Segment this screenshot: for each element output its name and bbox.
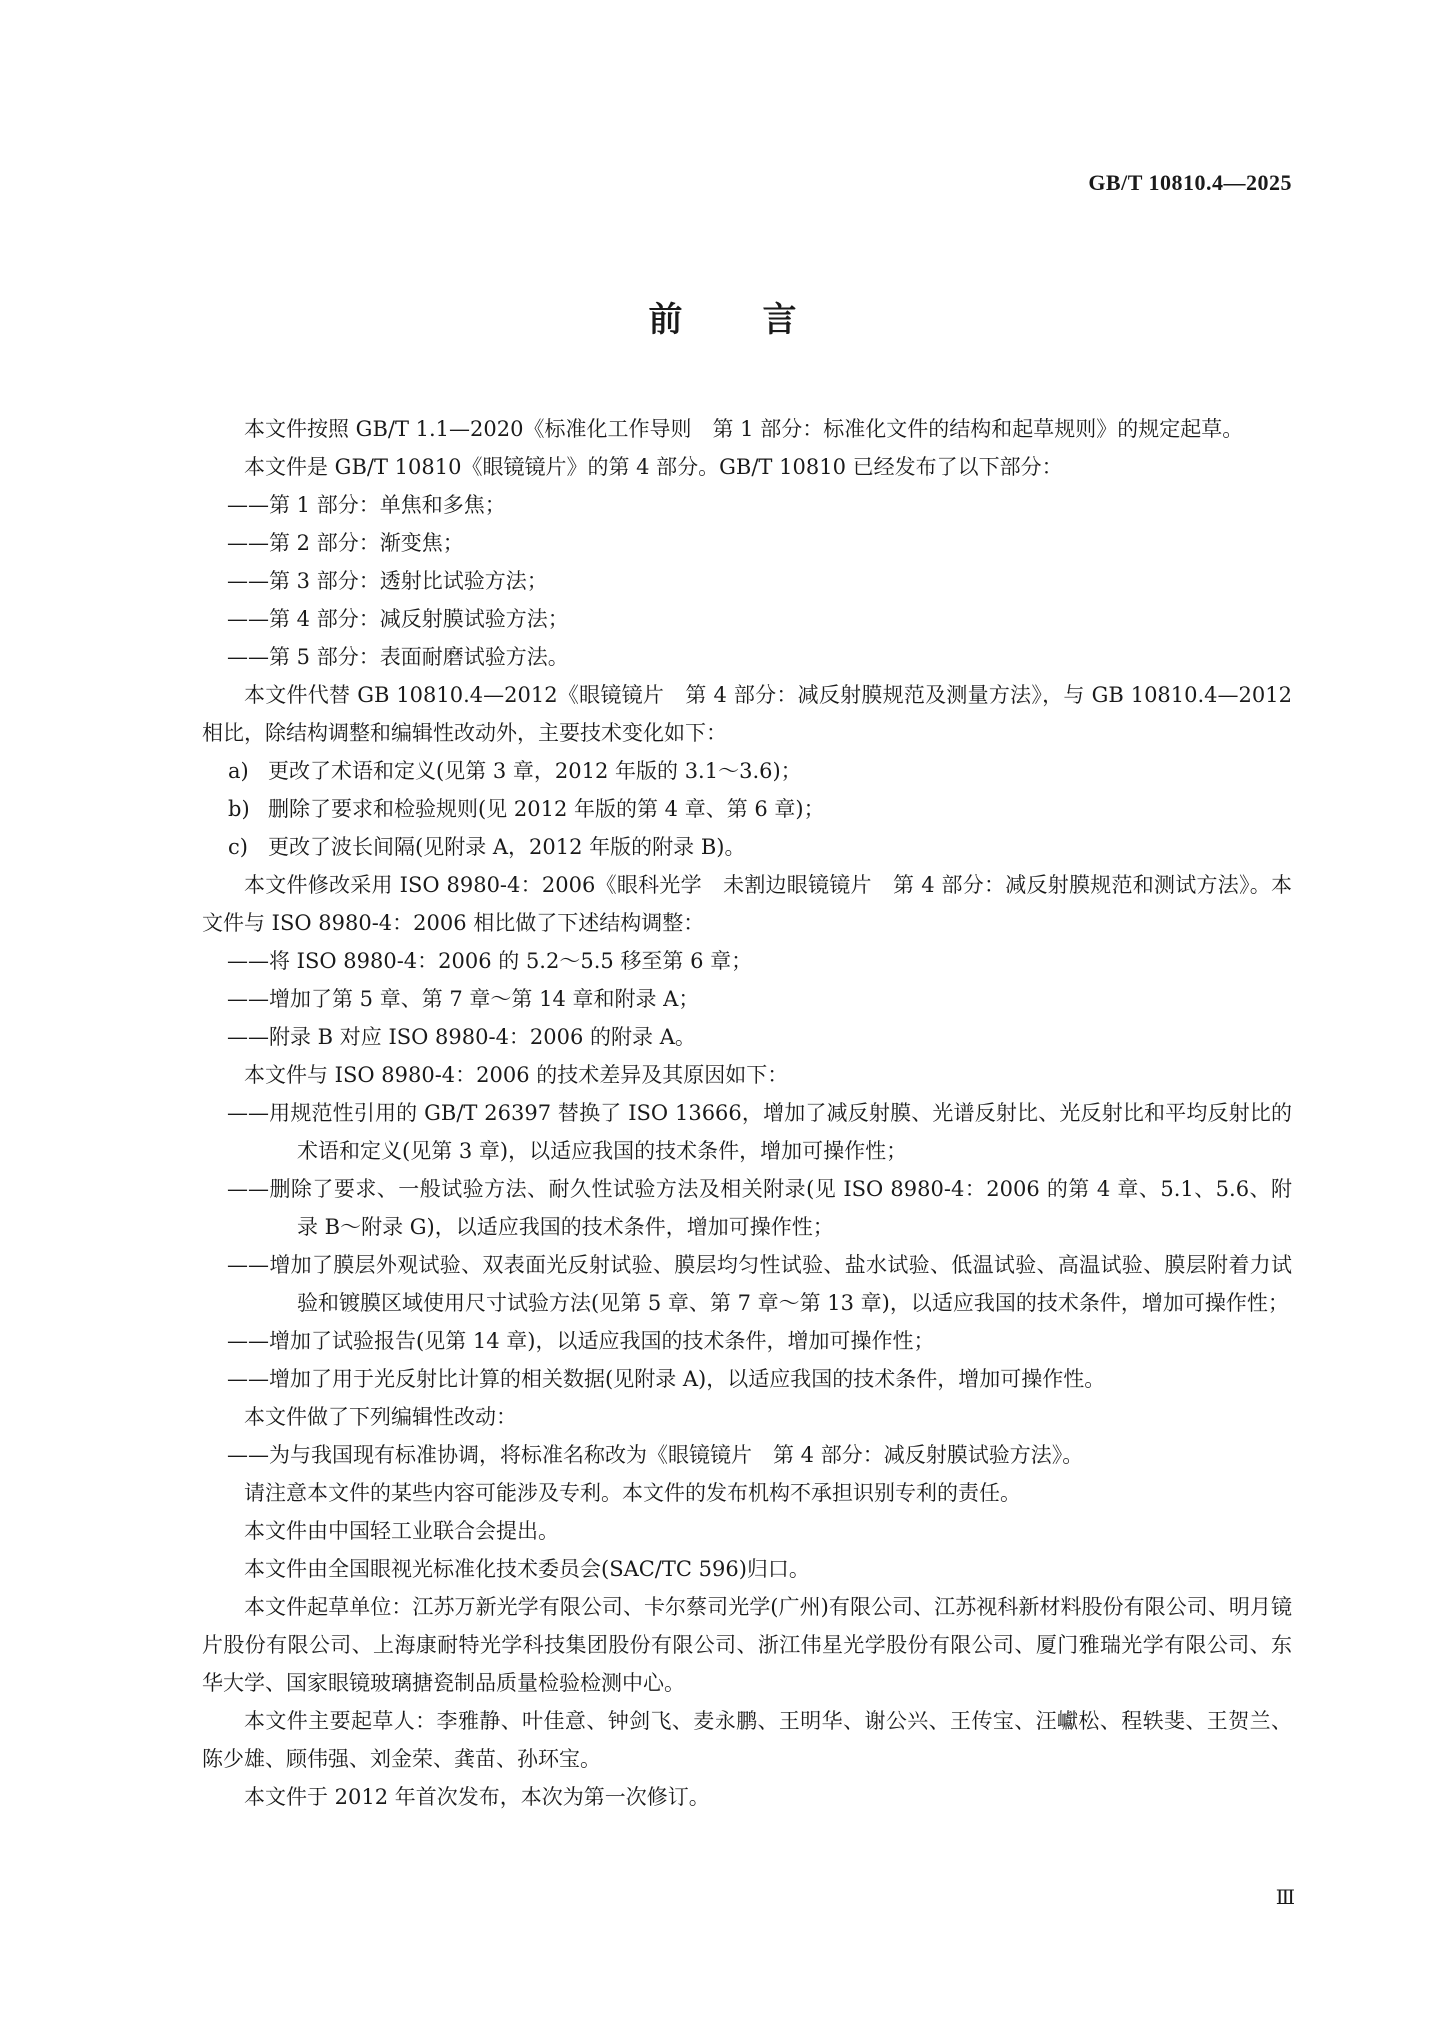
dash-list-item: ——用规范性引用的 GB/T 26397 替换了 ISO 13666，增加了减反射膜、光谱反射比、光反射比和平均反射比的术语和定义(见第 3 章)，以适应我国的技术条件，增加可操作性； [227, 1101, 1292, 1163]
page-number: Ⅲ [1275, 1887, 1295, 1909]
list-item [202, 828, 1292, 866]
dash-list-item: ——第 3 部分：透射比试验方法； [227, 569, 548, 593]
paragraph: 本文件主要起草人：李雅静、叶佳意、钟剑飞、麦永鹏、王明华、谢公兴、王传宝、汪巘松、程轶斐、王贺兰、陈少雄、顾伟强、刘金荣、龚苗、孙环宝。 [202, 1709, 1292, 1771]
dash-list-item: ——第 4 部分：减反射膜试验方法； [227, 607, 569, 631]
dash-list-item: ——增加了第 5 章、第 7 章～第 14 章和附录 A； [227, 987, 700, 1011]
paragraph: 本文件代替 GB 10810.4—2012《眼镜镜片 第 4 部分：减反射膜规范及测量方法》，与 GB 10810.4—2012 相比，除结构调整和编辑性改动外，主要技术变化如下： [202, 683, 1292, 745]
dash-list-item: ——为与我国现有标准协调，将标准名称改为《眼镜镜片 第 4 部分：减反射膜试验方法》。 [227, 1443, 1084, 1467]
list-item-label: c) [228, 835, 248, 859]
paragraph: 本文件由中国轻工业联合会提出。 [244, 1519, 559, 1543]
paragraph: 请注意本文件的某些内容可能涉及专利。本文件的发布机构不承担识别专利的责任。 [244, 1481, 1021, 1505]
paragraph: 本文件由全国眼视光标准化技术委员会(SAC/TC 596)归口。 [244, 1557, 810, 1581]
dash-list-item: ——删除了要求、一般试验方法、耐久性试验方法及相关附录(见 ISO 8980-4：2006 的第 4 章、5.1、5.6、附录 B～附录 G)，以适应我国的技术条件，增加可操作性； [227, 1177, 1292, 1239]
list-item-text: 更改了术语和定义(见第 3 章，2012 年版的 3.1～3.6)； [268, 759, 802, 783]
foreword-body [202, 410, 1292, 1816]
paragraph: 本文件与 ISO 8980-4：2006 的技术差异及其原因如下： [244, 1063, 789, 1087]
list-item-text: 更改了波长间隔(见附录 A，2012 年版的附录 B)。 [268, 835, 746, 859]
paragraph: 本文件修改采用 ISO 8980-4：2006《眼科光学 未割边眼镜镜片 第 4 部分：减反射膜规范和测试方法》。本文件与 ISO 8980-4：2006 相比做了下述结构调整： [202, 873, 1292, 935]
dash-list-item: ——增加了用于光反射比计算的相关数据(见附录 A)，以适应我国的技术条件，增加可操作性。 [227, 1367, 1106, 1391]
list-item [202, 752, 1292, 790]
list-item-text: 删除了要求和检验规则(见 2012 年版的第 4 章、第 6 章)； [268, 797, 825, 821]
dash-list-item: ——增加了试验报告(见第 14 章)，以适应我国的技术条件，增加可操作性； [227, 1329, 935, 1353]
dash-list-item: ——附录 B 对应 ISO 8980-4：2006 的附录 A。 [227, 1025, 696, 1049]
paragraph: 本文件于 2012 年首次发布，本次为第一次修订。 [244, 1785, 710, 1809]
paragraph: 本文件起草单位：江苏万新光学有限公司、卡尔蔡司光学(广州)有限公司、江苏视科新材料股份有限公司、明月镜片股份有限公司、上海康耐特光学科技集团股份有限公司、浙江伟星光学股份有限公司、厦门雅瑞光学有限公司、东华大学、国家眼镜玻璃搪瓷制品质量检验检测中心。 [202, 1595, 1292, 1695]
dash-list-item: ——增加了膜层外观试验、双表面光反射试验、膜层均匀性试验、盐水试验、低温试验、高温试验、膜层附着力试验和镀膜区域使用尺寸试验方法(见第 5 章、第 7 章～第 13 章)，以适应我国的技术条件，增加可操作性； [227, 1253, 1292, 1315]
dash-list-item: ——第 1 部分：单焦和多焦； [227, 493, 506, 517]
paragraph: 本文件做了下列编辑性改动： [244, 1405, 517, 1429]
page-title: 前言 [648, 300, 877, 340]
list-item-label: a) [228, 759, 249, 783]
dash-list-item: ——将 ISO 8980-4：2006 的 5.2～5.5 移至第 6 章； [227, 949, 753, 973]
paragraph: 本文件是 GB/T 10810《眼镜镜片》的第 4 部分。GB/T 10810 已经发布了以下部分： [244, 455, 1063, 479]
list-item [202, 790, 1292, 828]
list-item-label: b) [228, 797, 250, 821]
dash-list-item: ——第 5 部分：表面耐磨试验方法。 [227, 645, 569, 669]
dash-list-item: ——第 2 部分：渐变焦； [227, 531, 464, 555]
paragraph: 本文件按照 GB/T 1.1—2020《标准化工作导则 第 1 部分：标准化文件的结构和起草规则》的规定起草。 [244, 417, 1244, 441]
document-code: GB/T 10810.4—2025 [1088, 170, 1292, 195]
